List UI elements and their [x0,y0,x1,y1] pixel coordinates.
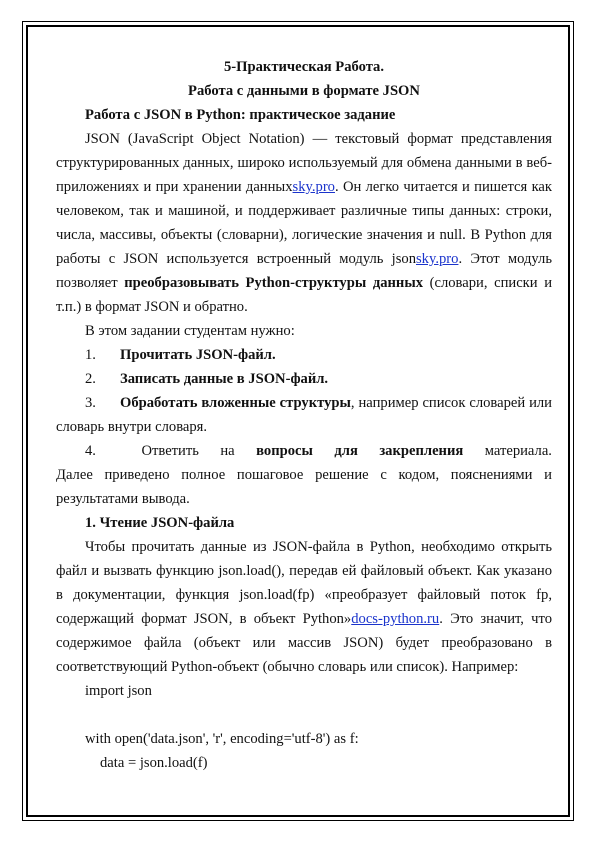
list-item-1 [56,343,552,367]
list-bold-word: закрепления [379,443,464,459]
list-number: 2. [85,371,96,387]
link-docs-python[interactable]: docs-python.ru [351,611,440,627]
list-bold-text: Прочитать JSON-файл. [120,347,276,363]
link-sky-pro-2[interactable]: sky.pro [416,251,459,267]
list-number: 4. [85,443,96,459]
code-line-import: import json [85,683,152,699]
list-item-3 [56,391,552,439]
list-bold-word: вопросы [256,443,313,459]
section-title-reading-json: 1. Чтение JSON-файла [85,515,235,531]
para-text: . Он легко читается и пишется как человеком, так и машиной, и поддерживает различные типы данных: строки, числа, массивы, объекты (словарни), логические значения и null. В Python для работы с JSON используется встроенный модуль json [56,179,553,267]
list-text: , например список словарей или словарь внутри словаря. [56,395,552,435]
paragraph-task-intro: В этом задании студентам нужно: [85,323,295,339]
link-sky-pro-1[interactable]: sky.pro [292,179,335,195]
list-number: 3. [85,395,96,411]
para-bold-text: преобразовывать Python-структуры данных [124,275,424,291]
list-item-4 [56,439,552,463]
list-item-2 [56,367,552,391]
paragraph-solution-note: Далее приведено полное пошаговое решение с кодом, пояснениями и результатами вывода. [56,467,552,507]
list-bold-text: Записать данные в JSON-файл. [120,371,329,387]
heading-practical-work: 5-Практическая Работа. [223,59,384,75]
para-text: . Это значит, что содержимое файла (объект или массив JSON) будет преобразовано в соответствующий Python-объект (обычно словарь или список). Например: [56,611,552,675]
list-number: 1. [85,347,96,363]
code-line-json-load: data = json.load(f) [100,755,208,771]
list-bold-word: для [334,443,358,459]
list-word: Ответить [141,443,199,459]
list-word: на [220,443,235,459]
para-text: (словари, списки и т.п.) в формат JSON и обратно. [56,275,552,315]
paragraph-json-load [56,535,552,679]
para-text: . Этот модуль позволяет [56,251,552,291]
section-title-json-python: Работа с JSON в Python: практическое задание [85,107,396,123]
list-word: материала. [484,443,552,459]
para-text: Чтобы прочитать данные из JSON-файла в Python, необходимо открыть файл и вызвать функцию json.load(), передав ей файловый объект. Как указано в документации, функция json.load(fp) «преобразует файловый поток fp, содержащий формат JSON, в объект Python» [56,539,552,627]
paragraph-json-intro [56,127,552,319]
heading-json-work: Работа с данными в формате JSON [188,83,420,99]
code-line-with-open: with open('data.json', 'r', encoding='utf-8') as f: [85,731,359,747]
code-blank-line [56,703,552,727]
para-text: JSON (JavaScript Object Notation) — текстовый формат представления структурированных данных, широко используемый для обмена данными в веб-приложениях и при хранении данных [56,131,552,195]
list-bold-text: Обработать вложенные структуры [120,395,351,411]
document-body [56,55,552,775]
